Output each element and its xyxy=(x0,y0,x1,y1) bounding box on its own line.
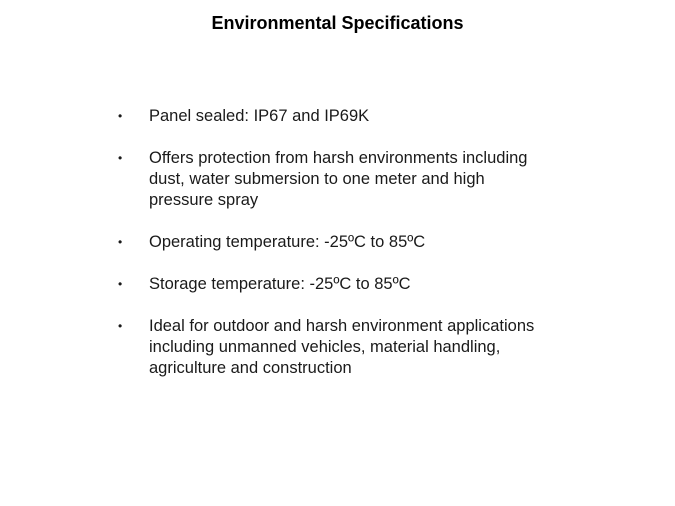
list-item xyxy=(118,148,538,211)
list-item xyxy=(118,316,538,379)
bullet-text: Ideal for outdoor and harsh environment applications including unmanned vehicles, material handling, agriculture and construction xyxy=(149,317,535,377)
bullet-dot-icon: • xyxy=(118,277,123,291)
bullet-text: Offers protection from harsh environments including dust, water submersion to one meter and high pressure spray xyxy=(149,149,528,209)
list-item xyxy=(118,106,538,127)
bullet-dot-icon: • xyxy=(118,151,123,165)
bullet-dot-icon: • xyxy=(118,235,123,249)
bullet-text: Storage temperature: -25ºC to 85ºC xyxy=(149,275,411,293)
bullet-list xyxy=(118,106,538,400)
bullet-dot-icon: • xyxy=(118,319,123,333)
bullet-dot-icon: • xyxy=(118,109,123,123)
list-item xyxy=(118,274,538,295)
list-item xyxy=(118,232,538,253)
bullet-text: Panel sealed: IP67 and IP69K xyxy=(149,107,370,125)
slide-title: Environmental Specifications xyxy=(211,13,464,33)
bullet-text: Operating temperature: -25ºC to 85ºC xyxy=(149,233,426,251)
